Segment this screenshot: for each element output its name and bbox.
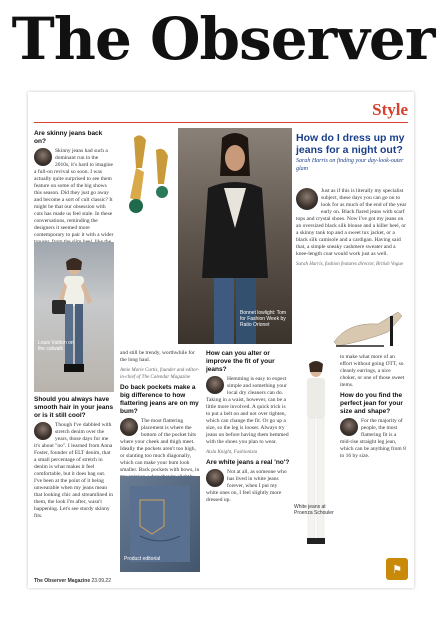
heading-alter-fit: How can you alter or improve the fit of your jeans? [206, 350, 275, 373]
avatar [296, 188, 318, 210]
heading-white-jeans: Are white jeans a real 'no'? [206, 459, 290, 466]
white-jeans-photo [294, 354, 338, 554]
feature-title: How do I dress up my jeans for a night out? [296, 132, 405, 156]
feature-subtitle: Sarah Harris on finding your day-look-outer glam [296, 158, 404, 172]
masthead-title: The Observer [11, 5, 435, 73]
page-footer [34, 578, 111, 584]
margin-strip [22, 110, 26, 540]
body-back-pockets: The most flattering placement is where the bottom of the pocket hits where your cheek and thigh meet. Ideally the pockets aren't too high, or slanting too much diagonally, which can make your bum look smaller. Back pockets with bows, in [120, 418, 200, 473]
avatar [206, 469, 224, 487]
catwalk-caption: Louis Vuitton on the catwalk [38, 340, 74, 352]
article-center-1 [120, 350, 200, 473]
catwalk-photo-center [178, 128, 292, 344]
heading-stretch: Should you always have smooth hair in your jeans or is it still cool? [34, 396, 114, 419]
article-center-2 [206, 350, 290, 574]
feature-header [296, 132, 408, 173]
bookmark-icon: ⚑ [392, 562, 402, 576]
avatar [206, 376, 224, 394]
feature-body-continued: to make what more of an effort without going OTT, so cleanly earrings, a nice choker, or one of those sweet items. [340, 354, 405, 388]
avatar [34, 148, 52, 166]
section-tag: Style [372, 100, 408, 119]
heel-photo [328, 302, 408, 352]
heading-back-pockets: Do back pockets make a big difference to how flattering jeans are on my bum? [120, 384, 199, 415]
product-photo [120, 476, 200, 572]
section-rule [34, 122, 408, 123]
article-right [340, 354, 408, 564]
catwalk-photo-left [34, 242, 114, 392]
bookmark-button[interactable] [386, 558, 408, 580]
center2-attribution: Aisla Knight, Fashionista [206, 450, 258, 455]
white-jeans-caption: White jeans at Proenza Schouler [294, 504, 334, 516]
body-stretch: Though I've dabbled with stretch denim over the years, those days for me it's about "no". I learned from Anna Foster, founder of ELT denim, that a small percentage of stretch in denim is what makes it feel comfortable, but it does bag out. I've been at the point of it being unwearable when my jeans mean that looking chic and streamlined in them, the look I'm after, wasn't happening. Let's see sturdy skinny fits. [34, 422, 113, 519]
center1-attribution: Amie Marie Curtis, founder and editor-in-chief of The Calendar Magazine [120, 368, 200, 380]
heading-perfect-jean: How do you find the perfect jean for your size and shape? [340, 392, 403, 415]
earrings-photo [120, 128, 176, 268]
feature-body-text: Just as if this is literally my specialist subject, these days you can go on to look for as much of the end of the year early on. Black flared jeans with scarf tops and crystal shoes. Now I've got my jeans on an oversized black silk blouse and a killer heel, or a skinny tank top and a sweet tux jacket, or a black silk camisole and a cardigan. Having said that, a simple sneaky cashmere sweater and a knee-length coat would work just as well. [296, 188, 407, 257]
center1-intro: and still be trendy, worthwhile for the long haul. [120, 350, 195, 363]
heading-skinny-jeans: Are skinny jeans back on? [34, 130, 103, 145]
body-white-jeans: Not at all, as someone who has lived in white jeans forever, when I put my white ones on, I feel slightly more dressed up. [206, 469, 287, 503]
white-jeans-figure [294, 354, 338, 554]
body-skinny-jeans: Skinny jeans had such a dominant run in the 2010s, it's hard to imagine a full-on revival so soon. I was actually quite surprised to see them feature on some of the big shows this season. Did they just go away and become a sort of cult classic? It might be that our obsession with cuts has made us feel stale. In these conversations, reminding the designers it seemed more contemporary to pair it with a wider [34, 148, 114, 238]
magazine-page[interactable] [28, 92, 414, 588]
body-perfect-jean: For the majority of people, the most flattering fit is a mid-rise straight leg jean, which can be anything from 8 to 16 by size. [340, 418, 406, 459]
avatar [340, 418, 358, 436]
article-left-bottom [34, 396, 114, 576]
center-photo-caption: Bonnet lowlight: Tom for Fashion Week by Ratio Orionet [240, 310, 287, 328]
heel-illustration [328, 302, 408, 352]
feature-attribution: Sarah Harris, fashion features director, British Vogue [296, 262, 404, 267]
avatar [34, 422, 52, 440]
avatar [120, 418, 138, 436]
masthead [0, 0, 446, 78]
earrings-illustration [120, 128, 176, 268]
footer-date: 23.09.22 [91, 578, 111, 584]
catwalk-figure [34, 242, 114, 392]
product-caption: Product editorial [124, 556, 161, 562]
body-alter-fit: Hemming is easy to expect simple and something your local dry cleaners can do. Taking in a waist, however, can be a little more involved. A quick trick is to put a belt on and not over tighten, which can change the fit. Or go up a size, so the leg is looser. Always try jeans on before having them hemmed with the shoes you plan to wear. [206, 376, 289, 445]
footer-publication: The Observer Magazine [34, 578, 91, 584]
article-left-top [34, 130, 114, 238]
